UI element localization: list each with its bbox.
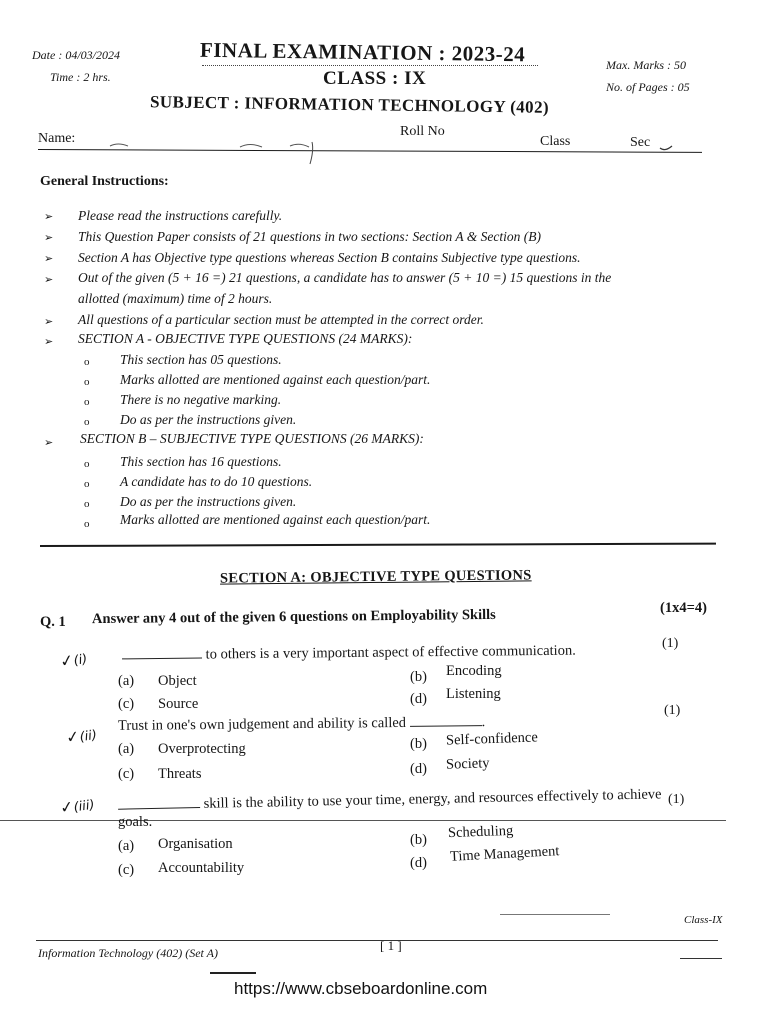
instruction-item: This Question Paper consists of 21 questions in two sections: Section A & Section (B) <box>78 229 541 244</box>
circle-bullet-icon: o <box>84 416 90 428</box>
instructions-heading: General Instructions: <box>40 174 169 189</box>
part-marks: (1) <box>668 792 685 807</box>
answer-blank <box>118 796 200 810</box>
section-a-point: There is no negative marking. <box>120 392 282 407</box>
part-marks: (1) <box>664 703 681 718</box>
option-key: (a) <box>118 741 135 757</box>
section-a-point: Do as per the instructions given. <box>120 412 297 427</box>
option-text: Source <box>158 696 199 712</box>
answer-blank <box>410 714 482 727</box>
roll-no-label: Roll No <box>400 124 445 139</box>
option-text: Object <box>158 673 197 689</box>
max-marks: Max. Marks : 50 <box>606 58 686 72</box>
circle-bullet-icon: o <box>84 518 90 530</box>
option-text: Accountability <box>158 860 245 876</box>
part-text: Trust in one's own judgement and ability is called . <box>117 714 486 734</box>
section-b-point: A candidate has to do 10 questions. <box>120 474 313 489</box>
circle-bullet-icon: o <box>84 478 90 490</box>
class-title: CLASS : IX <box>323 68 427 89</box>
section-b-point: This section has 16 questions. <box>120 454 282 469</box>
page-number: [ 1 ] <box>380 938 402 953</box>
footer-dash-line <box>500 914 610 915</box>
exam-date: Date : 04/03/2024 <box>32 48 120 62</box>
handwriting-marks <box>100 140 720 166</box>
option-key: (a) <box>118 838 135 854</box>
handwritten-part-number: ✓(ii) <box>64 726 98 748</box>
question-marks: (1x4=4) <box>660 600 707 616</box>
option-text: Time Management <box>449 843 560 865</box>
part-text: to others is a very important aspect of effective communication. <box>122 643 576 665</box>
option-text: Organisation <box>158 836 233 852</box>
option-text: Overprotecting <box>158 741 246 757</box>
instructions-divider <box>40 543 716 547</box>
footer-rule <box>36 940 718 941</box>
option-text: Self-confidence <box>445 729 539 749</box>
circle-bullet-icon: o <box>84 396 90 408</box>
option-key: (d) <box>410 761 427 777</box>
section-a-instruction-heading: SECTION A - OBJECTIVE TYPE QUESTIONS (24 MARKS): <box>78 331 413 346</box>
option-key: (c) <box>118 766 135 782</box>
instruction-item: Out of the given (5 + 16 =) 21 questions, a candidate has to answer (5 + 10 =) 15 questions in the <box>78 270 612 285</box>
part-text: skill is the ability to use your time, energy, and resources effectively to achieve <box>118 786 662 814</box>
option-text: Threats <box>158 766 202 782</box>
option-key: (b) <box>410 832 427 848</box>
option-key: (c) <box>118 862 135 878</box>
footer-subject-set: Information Technology (402) (Set A) <box>38 946 218 960</box>
option-key: (c) <box>118 696 135 712</box>
handwritten-part-number: ✓(iii) <box>58 796 96 818</box>
circle-bullet-icon: o <box>84 498 90 510</box>
footer-mark <box>210 972 256 974</box>
instruction-item: Section A has Objective type questions whereas Section B contains Subjective type questions. <box>78 250 581 265</box>
arrow-bullet-icon: ➢ <box>44 211 54 223</box>
option-key: (d) <box>410 855 427 871</box>
exam-duration: Time : 2 hrs. <box>50 70 111 84</box>
option-text: Encoding <box>446 663 502 679</box>
section-a-heading: SECTION A: OBJECTIVE TYPE QUESTIONS <box>219 567 532 587</box>
answer-blank <box>122 647 202 660</box>
arrow-bullet-icon: ➢ <box>44 232 54 244</box>
section-label: Sec <box>630 135 651 150</box>
question-text: Answer any 4 out of the given 6 questions on Employability Skills <box>91 606 496 628</box>
footer-short-rule <box>680 958 722 959</box>
option-text: Society <box>445 755 490 773</box>
part-marks: (1) <box>662 636 679 651</box>
arrow-bullet-icon: ➢ <box>44 437 54 449</box>
option-key: (d) <box>410 691 427 707</box>
section-b-point: Do as per the instructions given. <box>120 494 297 509</box>
part-text-continued: goals. <box>118 814 153 830</box>
option-text: Listening <box>446 686 501 702</box>
option-key: (b) <box>410 669 427 685</box>
section-b-point: Marks allotted are mentioned against each question/part. <box>120 512 431 527</box>
circle-bullet-icon: o <box>84 376 90 388</box>
circle-bullet-icon: o <box>84 458 90 470</box>
section-b-instruction-heading: SECTION B – SUBJECTIVE TYPE QUESTIONS (26 MARKS): <box>80 431 424 446</box>
name-label: Name: <box>38 131 76 146</box>
circle-bullet-icon: o <box>84 356 90 368</box>
class-label: Class <box>540 134 571 149</box>
arrow-bullet-icon: ➢ <box>44 253 54 265</box>
class-tag: Class-IX <box>684 914 723 926</box>
option-text: Scheduling <box>447 822 514 842</box>
page-fold-line <box>0 820 726 821</box>
handwritten-part-number: ✓(i) <box>58 650 89 672</box>
option-key: (a) <box>118 673 135 689</box>
arrow-bullet-icon: ➢ <box>44 336 54 348</box>
arrow-bullet-icon: ➢ <box>44 316 54 328</box>
section-a-point: Marks allotted are mentioned against each question/part. <box>120 372 431 387</box>
section-a-point: This section has 05 questions. <box>120 352 282 367</box>
title-underline <box>202 65 538 66</box>
website-link[interactable]: https://www.cbseboardonline.com <box>234 979 488 998</box>
instruction-item: All questions of a particular section must be attempted in the correct order. <box>78 312 484 327</box>
page-count: No. of Pages : 05 <box>606 80 690 94</box>
exam-title: FINAL EXAMINATION : 2023-24 <box>199 37 526 67</box>
subject-title: SUBJECT : INFORMATION TECHNOLOGY (402) <box>149 92 550 117</box>
arrow-bullet-icon: ➢ <box>44 274 54 286</box>
instruction-item-continued: allotted (maximum) time of 2 hours. <box>78 291 273 306</box>
instruction-item: Please read the instructions carefully. <box>78 208 283 223</box>
option-key: (b) <box>410 736 427 752</box>
question-number: Q. 1 <box>40 614 66 630</box>
